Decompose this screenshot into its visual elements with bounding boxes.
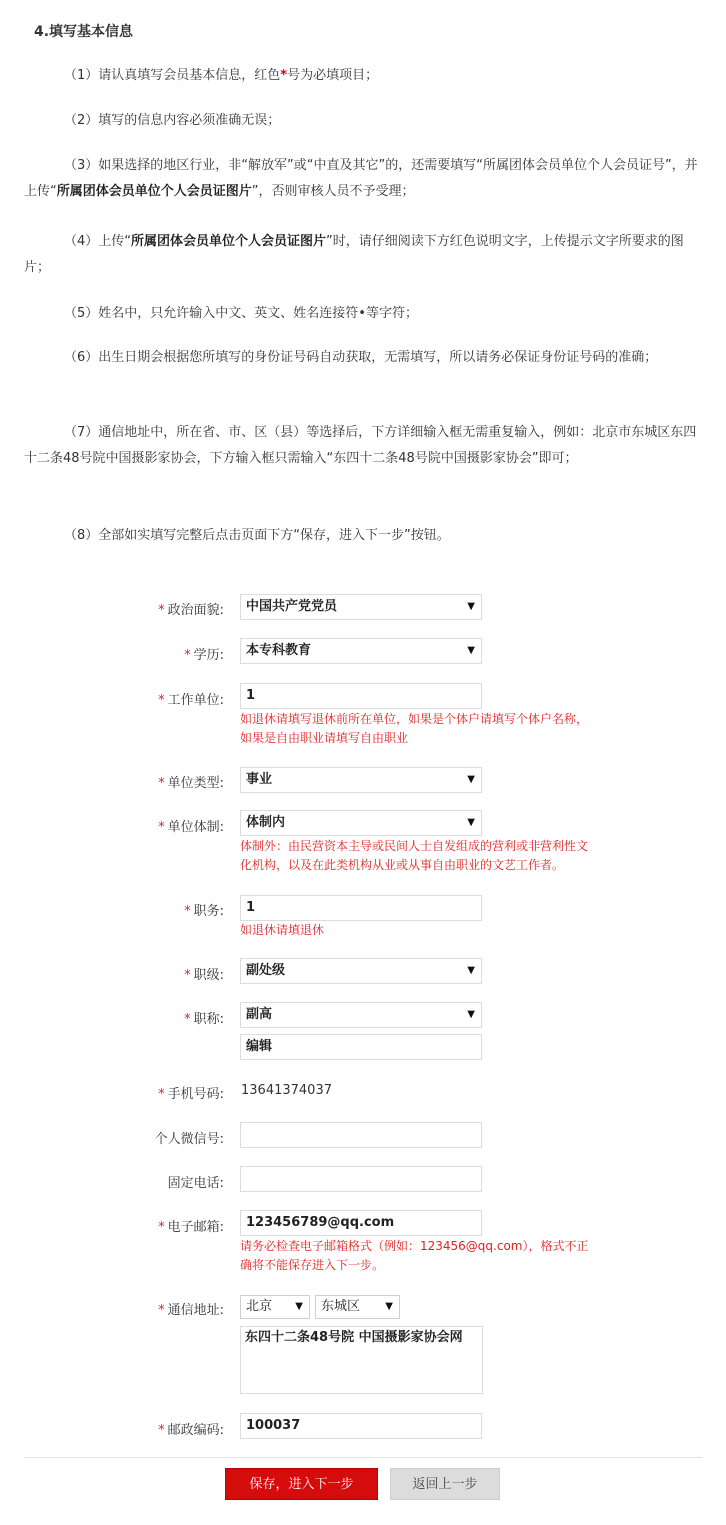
phone-value: 13641374037: [241, 1083, 332, 1098]
instruction-7: （7）通信地址中，所在省、市、区（县）等选择后，下方详细输入框无需重复输入，例如：北京市东城区东四十二条48号院中国摄影家协会，下方输入框只需输入“东四十二条48号院中国摄影家协会”即可；: [24, 425, 697, 466]
unit-system-hint: 体制外：由民营资本主导或民间人士自发组成的营利或非营利性文 化机构，以及在此类机构从业或从事自由职业的文艺工作者。: [240, 839, 589, 872]
required-star: *: [280, 68, 288, 83]
title-select[interactable]: 副高 ▼: [240, 1002, 482, 1028]
unit-type-label: * 单位类型:: [158, 776, 224, 791]
chevron-down-icon: ▼: [467, 965, 475, 976]
unit-system-label: * 单位体制:: [158, 820, 224, 835]
employer-input[interactable]: 1: [240, 683, 482, 709]
title-detail-input[interactable]: 编辑: [240, 1034, 482, 1060]
rank-select[interactable]: 副处级 ▼: [240, 958, 482, 984]
landline-input[interactable]: [240, 1166, 482, 1192]
employer-hint: 如退休请填写退休前所在单位，如果是个体户请填写个体户名称， 如果是自由职业请填写自由职业: [240, 712, 589, 745]
postcode-input[interactable]: 100037: [240, 1413, 482, 1439]
position-label: * 职务:: [184, 904, 224, 919]
title-label: * 职称:: [184, 1012, 224, 1027]
chevron-down-icon: ▼: [467, 817, 475, 828]
district-select[interactable]: 东城区 ▼: [315, 1295, 400, 1319]
instruction-3: （3）如果选择的地区行业，非“解放军”或“中直及其它”的，还需要填写“所属团体会员单位个人会员证号”，并上传“所属团体会员单位个人会员证图片”，否则审核人员不予受理；: [24, 158, 698, 199]
chevron-down-icon: ▼: [295, 1301, 303, 1312]
rank-label: * 职级:: [184, 968, 224, 983]
instruction-1: （1）请认真填写会员基本信息，红色*号为必填项目；: [64, 68, 379, 83]
employer-label: * 工作单位:: [158, 693, 224, 708]
education-label: * 学历:: [184, 648, 224, 663]
unit-type-select[interactable]: 事业 ▼: [240, 767, 482, 793]
address-label: * 通信地址:: [158, 1303, 224, 1318]
wechat-input[interactable]: [240, 1122, 482, 1148]
save-next-button[interactable]: 保存，进入下一步: [225, 1468, 378, 1500]
position-hint: 如退休请填退休: [240, 923, 325, 937]
email-input[interactable]: 123456789@qq.com: [240, 1210, 482, 1236]
instruction-6: （6）出生日期会根据您所填写的身份证号码自动获取，无需填写，所以请务必保证身份证号码的准确；: [64, 350, 658, 365]
political-select[interactable]: 中国共产党党员 ▼: [240, 594, 482, 620]
chevron-down-icon: ▼: [467, 645, 475, 656]
landline-label: 固定电话:: [167, 1176, 224, 1191]
postcode-label: * 邮政编码:: [158, 1423, 224, 1438]
unit-system-select[interactable]: 体制内 ▼: [240, 810, 482, 836]
position-input[interactable]: 1: [240, 895, 482, 921]
political-label: * 政治面貌:: [158, 603, 224, 618]
address-detail-input[interactable]: 东四十二条48号院 中国摄影家协会网: [240, 1326, 483, 1394]
email-hint: 请务必检查电子邮箱格式（例如：123456@qq.com），格式不正 确将不能保存进入下一步。: [240, 1239, 589, 1272]
chevron-down-icon: ▼: [467, 601, 475, 612]
back-button[interactable]: 返回上一步: [390, 1468, 500, 1500]
chevron-down-icon: ▼: [467, 774, 475, 785]
wechat-label: 个人微信号:: [154, 1132, 224, 1147]
instruction-2: （2）填写的信息内容必须准确无误；: [64, 113, 281, 128]
form-divider: [24, 1457, 702, 1458]
instruction-5: （5）姓名中，只允许输入中文、英文、姓名连接符•等字符；: [64, 306, 418, 321]
chevron-down-icon: ▼: [385, 1301, 393, 1312]
instruction-4: （4）上传“所属团体会员单位个人会员证图片”时，请仔细阅读下方红色说明文字，上传提示文字所要求的图片；: [24, 234, 684, 275]
instruction-8: （8）全部如实填写完整后点击页面下方“保存，进入下一步”按钮。: [64, 528, 450, 543]
chevron-down-icon: ▼: [467, 1009, 475, 1020]
email-label: * 电子邮箱:: [158, 1220, 224, 1235]
section-heading: 4.填写基本信息: [34, 24, 134, 40]
education-select[interactable]: 本专科教育 ▼: [240, 638, 482, 664]
province-select[interactable]: 北京 ▼: [240, 1295, 310, 1319]
phone-label: * 手机号码:: [158, 1087, 224, 1102]
